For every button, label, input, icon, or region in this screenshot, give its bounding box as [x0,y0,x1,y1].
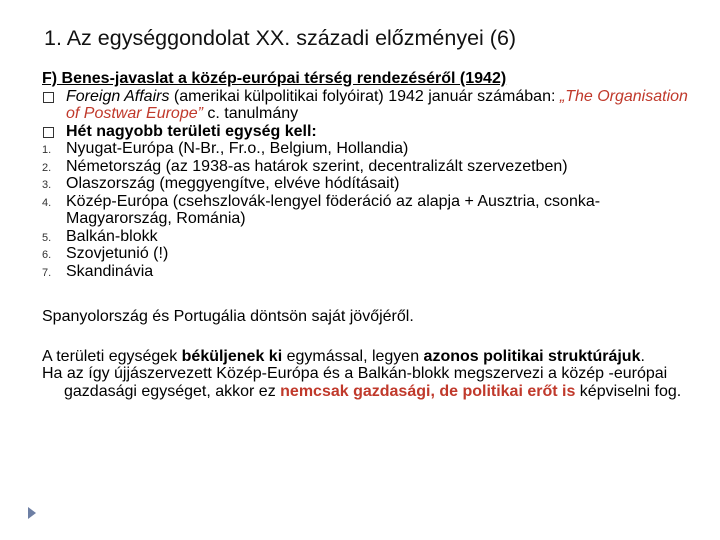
para-text: A területi egységek [42,347,182,365]
item-text: Németország (az 1938-as határok szerint, decentralizált szervezetben) [66,157,568,175]
para-text: Ha az így újjászervezett Közép-Európa és a Balkán-blokk megszervezi a közép -európai gazdasági egységet, akkor ez [42,365,668,400]
slide-title: 1. Az egységgondolat XX. századi előzményei (6) [44,26,517,50]
numbered-list [42,140,702,280]
bullet-foreign-affairs [42,88,702,123]
para-bold: azonos politikai struktúrájuk [423,347,641,365]
item-text: Balkán-blokk [66,227,158,245]
paragraph-central-europe [42,365,702,400]
checkbox-bullet-icon [42,88,54,108]
item-text: Nyugat-Európa (N-Br., Fr.o., Belgium, Hollandia) [66,140,409,157]
list-item [42,228,702,246]
bullet-tail: c. tanulmány [202,105,299,122]
journal-name: Foreign Affairs [66,87,170,105]
list-item [42,140,702,158]
para-emphasis: nemcsak gazdasági, de politikai erőt is [280,382,576,400]
item-text: Skandinávia [66,262,154,280]
item-text: Szovjetunió (!) [66,245,169,262]
list-item [42,263,702,281]
bullet-text: Hét nagyobb területi egység kell: [66,122,317,140]
next-slide-arrow-icon[interactable] [28,507,36,519]
list-item [42,175,702,193]
item-number: 4. [42,196,52,209]
list-item [42,193,702,228]
item-number: 2. [42,161,52,174]
item-number: 3. [42,179,52,191]
item-number: 6. [42,249,52,261]
para-bold: béküljenek ki [181,347,283,365]
paragraph-spain-portugal: Spanyolország és Portugália döntsön saját jövőjéről. [42,308,414,325]
slide-content [42,70,702,400]
para-text: . [640,347,645,365]
article-title: „The Organisation of Postwar Europe” [66,87,688,122]
bullet-text: (amerikai külpolitikai folyóirat) 1942 január számában: [169,87,560,105]
bullet-seven-units [42,123,702,141]
item-text: Olaszország (meggyengítve, elvéve hódításait) [66,175,400,192]
section-heading: F) Benes-javaslat a közép-európai térség rendezéséről (1942) [42,70,507,87]
list-item [42,158,702,176]
list-item [42,245,702,263]
item-text: Közép-Európa (csehszlovák-lengyel föderáció az alapja + Ausztria, csonka-Magyarország, Románia) [66,192,601,227]
item-number: 5. [42,231,52,244]
para-text: egymással, legyen [282,347,424,365]
paragraph-reconciliation [42,348,702,366]
para-text: képviselni fog. [575,382,682,400]
item-number: 7. [42,266,52,279]
item-number: 1. [42,144,52,156]
